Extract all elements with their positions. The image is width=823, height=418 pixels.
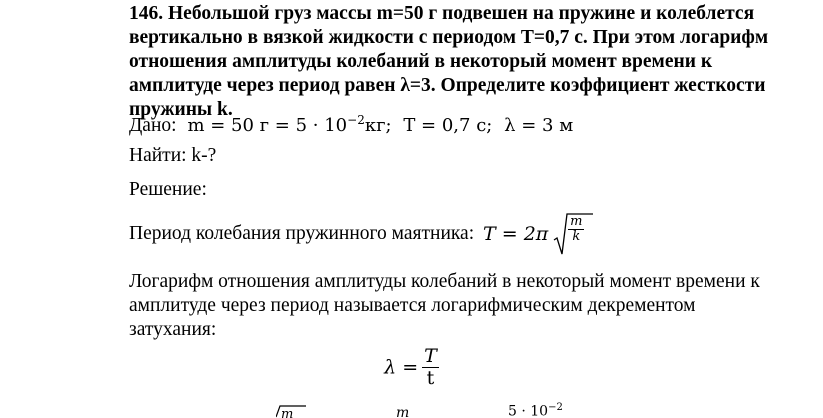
period-text: Период колебания пружинного маятника: — [129, 223, 475, 244]
given-mass-unit: кг; — [364, 115, 392, 136]
bottom-m: m — [396, 405, 410, 418]
lambda-fraction — [422, 346, 439, 389]
given-mass: m = 50 г = 5 · 10 — [187, 115, 348, 136]
given-mass-exponent: −2 — [347, 113, 365, 127]
lambda-denominator: t — [426, 366, 435, 389]
lambda-formula — [0, 346, 823, 396]
lambda-numerator: T — [424, 345, 437, 367]
period-denominator: k — [572, 229, 581, 245]
decrement-paragraph: Логарифм отношения амплитуды колебаний в некоторый момент времени к амплитуде через период называется логарифмическим декрементом затухания: — [129, 271, 760, 340]
bottom-expression-base: 5 · 10 — [508, 403, 549, 418]
period-fraction — [568, 215, 584, 245]
sqrt-radical — [553, 212, 593, 256]
find-line: Найти: k-? — [129, 145, 217, 166]
given-lambda: λ = 3 м — [504, 115, 574, 136]
given-period: T = 0,7 с; — [403, 115, 493, 136]
bottom-sqrt — [276, 404, 306, 418]
bottom-expression-exponent: −2 — [548, 402, 563, 413]
given-line — [129, 113, 573, 137]
bottom-expression — [508, 402, 563, 418]
bottom-sqrt-content: m — [281, 407, 294, 418]
period-formula-line — [129, 212, 593, 256]
problem-statement: 146. Небольшой груз массы m=50 г подвешен на пружине и колеблется вертикально в вязкой жидкости с периодом T=0,7 с. При этом логарифм отношения амплитуды колебаний в некоторый момент времени к амплитуде через период равен λ=3. Определите коэффициент жесткости пружины k. — [129, 3, 769, 120]
solution-label: Решение: — [129, 179, 207, 200]
lambda-lhs: λ = — [384, 356, 419, 379]
period-numerator: m — [570, 214, 583, 229]
given-label: Дано: — [129, 115, 177, 136]
period-lhs: T = 2π — [483, 223, 549, 245]
